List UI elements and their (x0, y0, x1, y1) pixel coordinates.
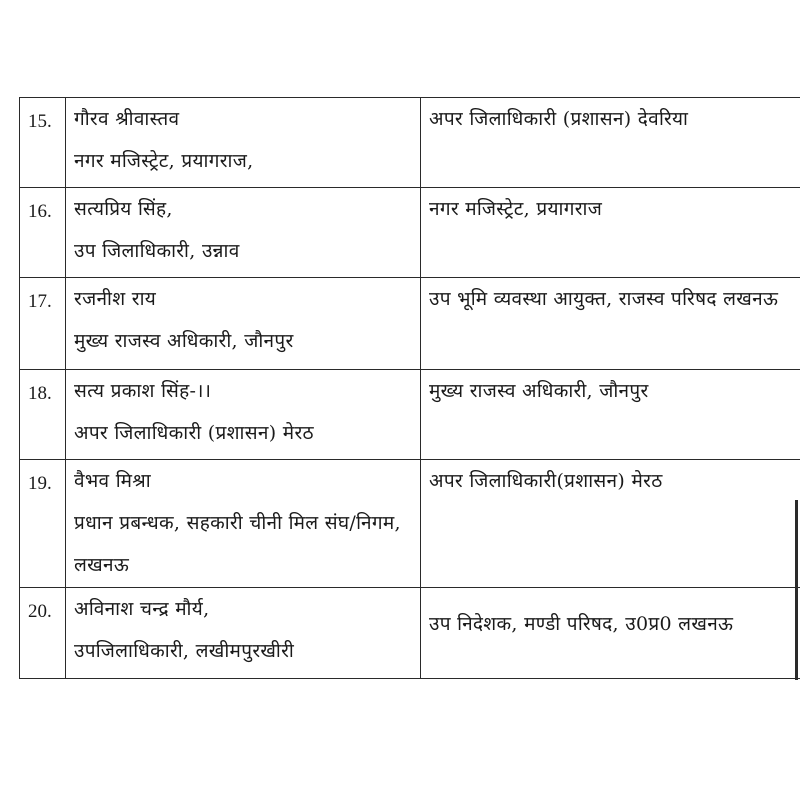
officer-current-post: मुख्य राजस्व अधिकारी, जौनपुर (74, 330, 294, 352)
officer-current-post: प्रधान प्रबन्धक, सहकारी चीनी मिल संघ/निगम, (74, 512, 401, 534)
officer-name: रजनीश राय (74, 288, 157, 310)
officer-current-post-continued: लखनऊ (74, 554, 130, 576)
table-row (20, 188, 800, 278)
officer-current-post: उपजिलाधिकारी, लखीमपुरखीरी (74, 640, 295, 662)
new-post: उप भूमि व्यवस्था आयुक्त, राजस्व परिषद लखनऊ (429, 288, 779, 310)
new-post: नगर मजिस्ट्रेट, प्रयागराज (429, 198, 603, 220)
officer-current-post: नगर मजिस्ट्रेट, प्रयागराज, (74, 150, 254, 172)
new-post-cell (421, 370, 800, 460)
serial-number: 15. (20, 98, 66, 188)
officer-name-cell (66, 98, 421, 188)
officer-name: सत्यप्रिय सिंह, (74, 198, 173, 220)
new-post: मुख्य राजस्व अधिकारी, जौनपुर (429, 380, 649, 402)
table-row (20, 278, 800, 370)
table-row (20, 588, 800, 679)
officer-name: गौरव श्रीवास्तव (74, 108, 180, 130)
new-post: अपर जिलाधिकारी(प्रशासन) मेरठ (429, 470, 663, 492)
table-row (20, 98, 800, 188)
officer-name-cell (66, 278, 421, 370)
officer-name-cell (66, 370, 421, 460)
officer-name: अविनाश चन्द्र मौर्य, (74, 598, 210, 620)
officer-name: सत्य प्रकाश सिंह-।। (74, 380, 212, 402)
serial-number: 20. (20, 588, 66, 679)
table-right-border (795, 500, 798, 680)
serial-number: 17. (20, 278, 66, 370)
officer-name-cell (66, 460, 421, 588)
table-row (20, 460, 800, 588)
new-post-cell (421, 98, 800, 188)
serial-number: 19. (20, 460, 66, 588)
officer-current-post: अपर जिलाधिकारी (प्रशासन) मेरठ (74, 422, 314, 444)
table-row (20, 370, 800, 460)
officer-name-cell (66, 188, 421, 278)
serial-number: 16. (20, 188, 66, 278)
officer-name: वैभव मिश्रा (74, 470, 151, 492)
new-post-cell (421, 588, 800, 679)
new-post: अपर जिलाधिकारी (प्रशासन) देवरिया (429, 108, 689, 130)
officer-name-cell (66, 588, 421, 679)
new-post-cell (421, 460, 800, 588)
transfer-list-table (19, 97, 800, 679)
new-post-cell (421, 278, 800, 370)
serial-number: 18. (20, 370, 66, 460)
officer-current-post: उप जिलाधिकारी, उन्नाव (74, 240, 240, 262)
new-post-cell (421, 188, 800, 278)
new-post: उप निदेशक, मण्डी परिषद, उ0प्र0 लखनऊ (429, 613, 734, 635)
